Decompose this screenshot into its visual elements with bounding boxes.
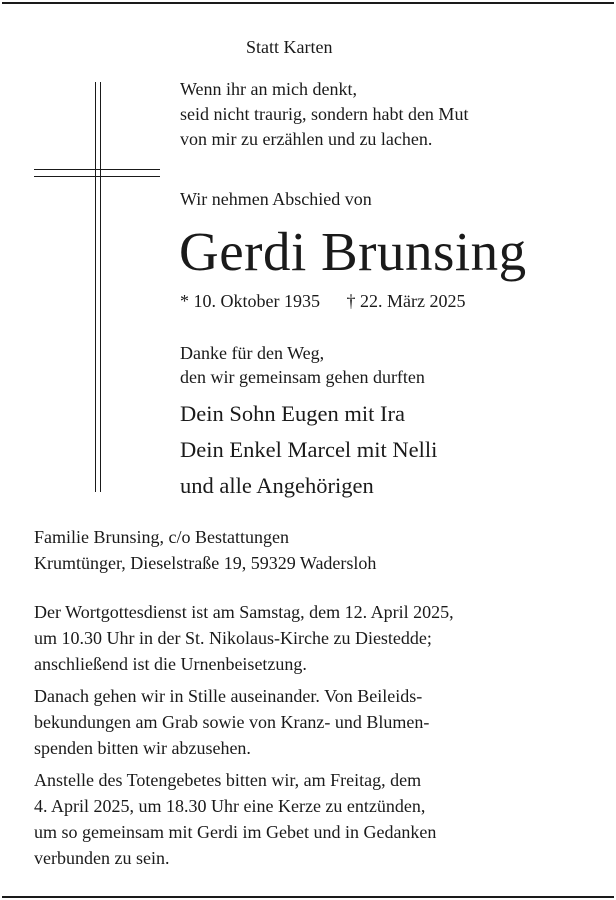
deceased-name: Gerdi Brunsing: [179, 221, 527, 282]
paragraph-line: um so gemeinsam mit Gerdi im Gebet und in Gedanken: [34, 822, 437, 842]
life-dates: [180, 290, 465, 312]
paragraph-line: um 10.30 Uhr in der St. Nikolaus-Kirche zu Diestedde;: [34, 628, 432, 648]
paragraph-line: Anstelle des Totengebetes bitten wir, am Freitag, dem: [34, 770, 422, 790]
paragraph-line: verbunden zu sein.: [34, 848, 170, 868]
mourner-line: und alle Angehörigen: [180, 473, 374, 498]
mourner-line: Dein Sohn Eugen mit Ira: [180, 401, 405, 426]
poem-line: seid nicht traurig, sondern habt den Mut: [180, 104, 469, 124]
death-date: † 22. März 2025: [346, 291, 466, 311]
poem-line: Wenn ihr an mich denkt,: [180, 79, 358, 99]
thanks-line: Danke für den Weg,: [180, 343, 325, 363]
contact-line: Familie Brunsing, c/o Bestattungen: [34, 527, 289, 547]
poem-line: von mir zu erzählen und zu lachen.: [180, 129, 433, 149]
paragraph-line: anschließend ist die Urnenbeisetzung.: [34, 654, 307, 674]
thanks-line: den wir gemeinsam gehen durften: [180, 367, 425, 387]
cross-icon-vertical-line-right: [100, 82, 101, 492]
paragraph-line: spenden bitten wir abzusehen.: [34, 738, 251, 758]
paragraph-line: Der Wortgottesdienst ist am Samstag, dem 12. April 2025,: [34, 602, 454, 622]
paragraph-line: bekundungen am Grab sowie von Kranz- und Blumen-: [34, 712, 430, 732]
cross-icon-horizontal-line-bottom: [34, 176, 160, 177]
cross-icon-vertical-line-left: [95, 82, 96, 492]
cross-icon-horizontal-line-top: [34, 169, 160, 170]
statt-karten-heading: Statt Karten: [246, 37, 333, 57]
paragraph-line: Danach gehen wir in Stille auseinander. Von Beileids-: [34, 686, 423, 706]
contact-line: Krumtünger, Dieselstraße 19, 59329 Wadersloh: [34, 553, 377, 573]
paragraph-line: 4. April 2025, um 18.30 Uhr eine Kerze zu entzünden,: [34, 796, 426, 816]
farewell-intro: Wir nehmen Abschied von: [180, 189, 372, 209]
mourner-line: Dein Enkel Marcel mit Nelli: [180, 437, 438, 462]
birth-date: * 10. Oktober 1935: [180, 291, 320, 311]
